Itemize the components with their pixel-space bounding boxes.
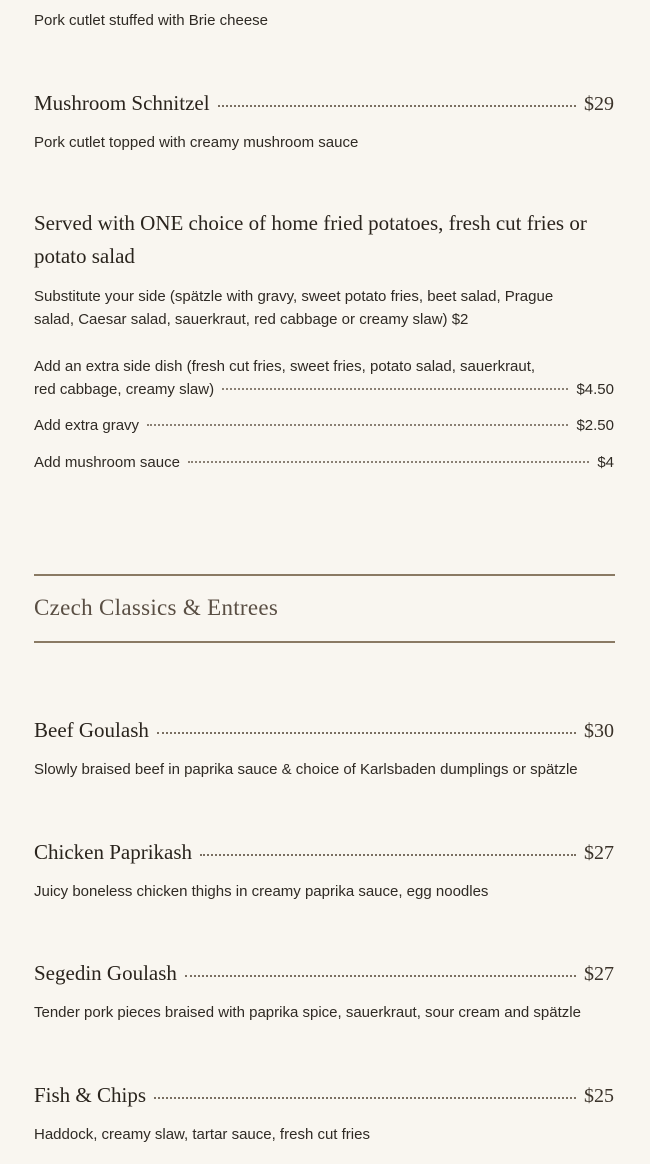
item-name: Mushroom Schnitzel <box>34 91 210 115</box>
item-description: Juicy boneless chicken thighs in creamy paprika sauce, egg noodles <box>34 883 489 900</box>
extra-label-line2: red cabbage, creamy slaw) <box>34 381 215 398</box>
dot-leader <box>147 424 568 426</box>
substitute-side-note: Substitute your side (spätzle with gravy, sweet potato fries, beet salad, Prague salad, Caesar salad, sauerkraut, red cabbage or creamy slaw) $2 <box>34 288 554 328</box>
item-price: $30 <box>584 720 614 742</box>
menu-item-chicken-paprikash <box>34 839 614 866</box>
item-description: Haddock, creamy slaw, tartar sauce, fresh cut fries <box>34 1126 370 1143</box>
item-name: Chicken Paprikash <box>34 840 193 864</box>
item-price: $27 <box>584 842 614 864</box>
item-description: Pork cutlet topped with creamy mushroom sauce <box>34 134 359 151</box>
brie-schnitzel-description: Pork cutlet stuffed with Brie cheese <box>34 12 269 29</box>
extra-label: Add mushroom sauce <box>34 454 180 471</box>
item-description: Tender pork pieces braised with paprika spice, sauerkraut, sour cream and spätzle <box>34 1004 581 1021</box>
dot-leader <box>188 461 589 463</box>
extra-label: Add extra gravy <box>34 417 140 434</box>
dot-leader <box>185 975 576 977</box>
item-name: Beef Goulash <box>34 718 149 742</box>
section-title: Czech Classics & Entrees <box>34 595 279 620</box>
dot-leader <box>157 732 576 734</box>
menu-item-beef-goulash <box>34 717 614 744</box>
dot-leader <box>154 1097 576 1099</box>
extra-mushroom-sauce <box>34 451 614 474</box>
dot-leader <box>218 105 576 107</box>
item-name: Fish & Chips <box>34 1083 147 1107</box>
extra-price: $4 <box>597 454 614 471</box>
extra-side-dish <box>34 355 614 401</box>
item-price: $29 <box>584 93 614 115</box>
item-name: Segedin Goulash <box>34 961 177 985</box>
item-description: Slowly braised beef in paprika sauce & choice of Karlsbaden dumplings or spätzle <box>34 761 578 778</box>
extra-gravy <box>34 414 614 437</box>
dot-leader <box>200 854 576 856</box>
menu-item-mushroom-schnitzel <box>34 90 614 117</box>
item-price: $27 <box>584 963 614 985</box>
section-divider-bottom <box>34 641 615 643</box>
item-price: $25 <box>584 1085 614 1107</box>
dot-leader <box>222 388 568 390</box>
extra-price: $2.50 <box>576 417 614 434</box>
section-divider-top <box>34 574 615 576</box>
menu-item-segedin-goulash <box>34 960 614 987</box>
extra-price: $4.50 <box>576 381 614 398</box>
sides-note-heading: Served with ONE choice of home fried potatoes, fresh cut fries or potato salad <box>34 211 587 268</box>
extra-label-line1: Add an extra side dish (fresh cut fries, sweet fries, potato salad, sauerkraut, <box>34 358 536 375</box>
menu-item-fish-and-chips <box>34 1082 614 1109</box>
